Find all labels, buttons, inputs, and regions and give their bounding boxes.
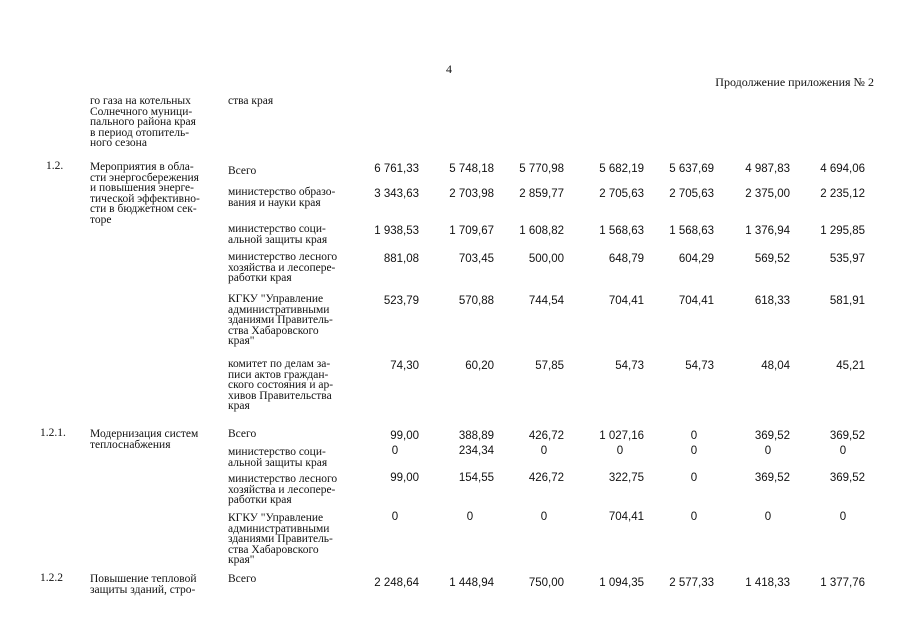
year-value-3: 57,85 (535, 360, 564, 372)
year-value-2: 234,34 (458, 445, 494, 457)
year-value-1: 881,08 (383, 253, 419, 265)
measure-name-line: сти энергосбережения (90, 171, 199, 184)
executor-name-line: альной защиты края (228, 456, 328, 469)
executor-name-line: министерство соци- (228, 446, 326, 458)
row-number: 1.2.1. (40, 427, 66, 439)
executor-name (228, 513, 358, 566)
year-value-4: 322,75 (608, 472, 644, 484)
measure-name (90, 574, 218, 595)
executor-name-line: вания и науки края (228, 196, 321, 209)
year-value-5: 54,73 (685, 360, 714, 372)
year-value-7: 4 694,06 (820, 163, 865, 175)
year-value-7: 581,91 (829, 295, 865, 307)
year-value-7: 369,52 (829, 430, 865, 442)
year-value-7: 1 295,85 (820, 225, 865, 237)
year-value-1: 6 761,33 (374, 163, 419, 175)
year-value-3: 500,00 (528, 253, 564, 265)
year-value-6: 369,52 (754, 430, 790, 442)
year-value-2: 388,89 (458, 430, 494, 442)
year-value-5: 1 568,63 (669, 225, 714, 237)
year-value-3: 426,72 (528, 472, 564, 484)
year-value-5: 0 (690, 472, 698, 484)
year-value-1: 74,30 (390, 360, 419, 372)
year-value-3: 750,00 (528, 577, 564, 589)
year-value-2: 1 448,94 (449, 577, 494, 589)
row-number: 1.2. (46, 160, 64, 172)
measure-name-line: сти в бюджетном сек- (90, 203, 197, 215)
year-value-6: 48,04 (761, 360, 790, 372)
year-value-4: 0 (616, 445, 624, 457)
measure-name-line: тической эффективно- (90, 192, 200, 205)
executor-name-line: края" (228, 335, 255, 347)
year-value-2: 2 703,98 (449, 188, 494, 200)
row-number: 1.2.2 (40, 572, 63, 584)
executor-name-line: административными (228, 303, 330, 316)
executor-name-line: ского состояния и ар- (228, 379, 334, 391)
measure-name-line: ного сезона (90, 137, 147, 149)
measure-name-line: пального района края (90, 116, 196, 128)
year-value-6: 1 418,33 (745, 577, 790, 589)
executor-name-line: Всего (228, 165, 257, 177)
executor-name-line: края" (228, 554, 255, 566)
executor-name (228, 474, 358, 506)
executor-name (228, 429, 358, 440)
year-value-5: 604,29 (678, 253, 714, 265)
executor-name-line: писи актов граждан- (228, 368, 329, 381)
year-value-1: 1 938,53 (374, 225, 419, 237)
year-value-6: 0 (764, 511, 772, 523)
year-value-4: 2 705,63 (599, 188, 644, 200)
executor-name-line: Всего (228, 428, 257, 440)
year-value-1: 99,00 (390, 430, 419, 442)
executor-name-line: ства Хабаровского (228, 324, 319, 337)
year-value-2: 570,88 (458, 295, 494, 307)
executor-name-line: зданиями Правитель- (228, 314, 333, 326)
year-value-2: 703,45 (458, 253, 494, 265)
year-value-1: 523,79 (383, 295, 419, 307)
executor-name-line: министерство образо- (228, 186, 336, 198)
measure-name-line: в период отопитель- (90, 126, 190, 139)
year-value-5: 5 637,69 (669, 163, 714, 175)
year-value-3: 744,54 (528, 295, 564, 307)
year-value-7: 0 (839, 445, 847, 457)
measure-name-line: го газа на котельных (90, 95, 191, 107)
executor-name-line: работки края (228, 494, 292, 506)
executor-name-line: хозяйства и лесопере- (228, 261, 336, 274)
year-value-6: 2 375,00 (745, 188, 790, 200)
executor-name-line: комитет по делам за- (228, 358, 331, 370)
year-value-4: 704,41 (608, 511, 644, 523)
year-value-6: 569,52 (754, 253, 790, 265)
year-value-4: 1 094,35 (599, 577, 644, 589)
measure-name (90, 162, 218, 225)
executor-name-line: хивов Правительства (228, 389, 332, 402)
measure-name-line: теплоснабжения (90, 438, 171, 451)
measure-name-line: Повышение тепловой (90, 573, 197, 585)
year-value-6: 369,52 (754, 472, 790, 484)
year-value-6: 0 (764, 445, 772, 457)
year-value-5: 2 577,33 (669, 577, 714, 589)
executor-name (228, 447, 358, 468)
appendix-continuation-note: Продолжение приложения № 2 (715, 75, 874, 89)
year-value-3: 0 (540, 445, 548, 457)
executor-name (228, 187, 358, 208)
executor-name (228, 359, 358, 412)
executor-name-line: хозяйства и лесопере- (228, 483, 336, 496)
executor-name-line: ства Хабаровского (228, 543, 319, 556)
year-value-7: 0 (839, 511, 847, 523)
executor-name-line: ства края (228, 95, 274, 107)
page-number: 4 (446, 62, 452, 76)
year-value-5: 0 (690, 445, 698, 457)
year-value-6: 1 376,94 (745, 225, 790, 237)
year-value-6: 618,33 (754, 295, 790, 307)
measure-name-line: защиты зданий, стро- (90, 583, 196, 596)
executor-name-line: альной защиты края (228, 233, 328, 246)
year-value-3: 5 770,98 (519, 163, 564, 175)
year-value-4: 1 568,63 (599, 225, 644, 237)
year-value-2: 1 709,67 (449, 225, 494, 237)
year-value-5: 2 705,63 (669, 188, 714, 200)
executor-name-line: Всего (228, 573, 257, 585)
executor-name-line: КГКУ "Управление (228, 293, 324, 305)
measure-name-line: Модернизация систем (90, 428, 199, 440)
year-value-3: 0 (540, 511, 548, 523)
executor-name-line: министерство лесного (228, 473, 338, 485)
year-value-5: 0 (690, 511, 698, 523)
year-value-7: 369,52 (829, 472, 865, 484)
year-value-6: 4 987,83 (745, 163, 790, 175)
executor-name (228, 574, 358, 585)
measure-name (90, 429, 218, 450)
executor-name (228, 166, 358, 177)
year-value-3: 426,72 (528, 430, 564, 442)
year-value-2: 60,20 (465, 360, 494, 372)
year-value-5: 0 (690, 430, 698, 442)
executor-name-line: министерство лесного (228, 251, 338, 263)
year-value-4: 54,73 (615, 360, 644, 372)
year-value-1: 2 248,64 (374, 577, 419, 589)
year-value-1: 0 (391, 445, 399, 457)
year-value-7: 45,21 (836, 360, 865, 372)
year-value-4: 648,79 (608, 253, 644, 265)
measure-name-line: Солнечного муници- (90, 105, 193, 118)
year-value-5: 704,41 (678, 295, 714, 307)
executor-name (228, 294, 358, 347)
executor-name-line: зданиями Правитель- (228, 533, 333, 545)
measure-name (90, 96, 218, 149)
executor-name (228, 224, 358, 245)
executor-name-line: министерство соци- (228, 223, 326, 235)
year-value-4: 704,41 (608, 295, 644, 307)
year-value-1: 0 (391, 511, 399, 523)
year-value-7: 1 377,76 (820, 577, 865, 589)
year-value-3: 1 608,82 (519, 225, 564, 237)
year-value-7: 535,97 (829, 253, 865, 265)
executor-name (228, 96, 358, 107)
measure-name-line: Мероприятия в обла- (90, 161, 194, 173)
executor-name-line: края (228, 400, 250, 412)
year-value-4: 5 682,19 (599, 163, 644, 175)
measure-name-line: и повышения энерге- (90, 182, 194, 194)
executor-name-line: административными (228, 522, 330, 535)
executor-name-line: КГКУ "Управление (228, 512, 324, 524)
year-value-2: 154,55 (458, 472, 494, 484)
year-value-2: 5 748,18 (449, 163, 494, 175)
measure-name-line: торе (90, 213, 112, 226)
year-value-2: 0 (466, 511, 474, 523)
year-value-7: 2 235,12 (820, 188, 865, 200)
year-value-1: 99,00 (390, 472, 419, 484)
executor-name-line: работки края (228, 272, 292, 284)
year-value-1: 3 343,63 (374, 188, 419, 200)
executor-name (228, 252, 358, 284)
year-value-4: 1 027,16 (599, 430, 644, 442)
year-value-3: 2 859,77 (519, 188, 564, 200)
